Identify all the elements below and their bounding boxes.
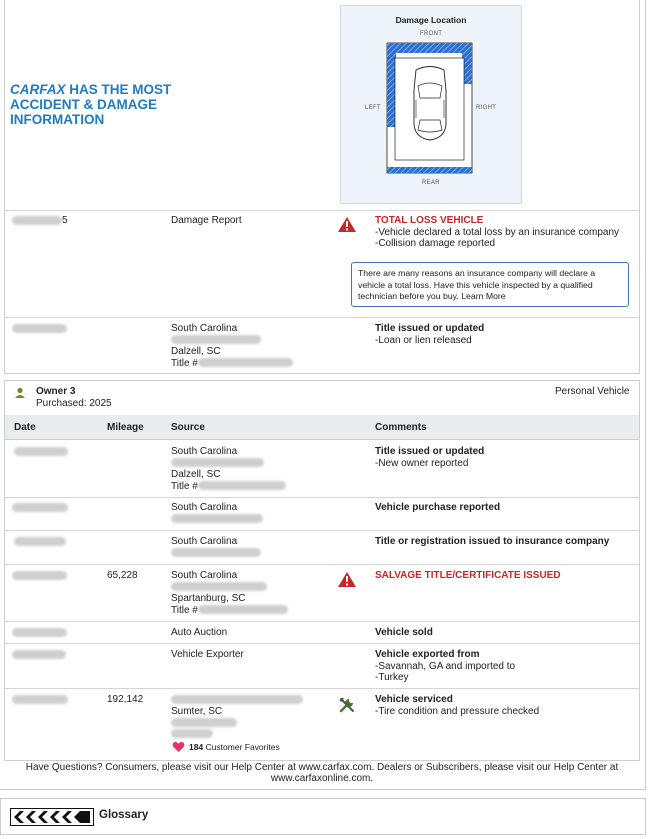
table-row-source: South Carolina Spartanburg, SC Title # (171, 570, 288, 616)
damage-left-label: LEFT (365, 105, 381, 111)
table-row-date (12, 502, 68, 514)
owner-vehicle-type: Personal Vehicle (555, 386, 630, 397)
carfax-logo-icon (10, 808, 94, 826)
help-center-text: Have Questions? Consumers, please visit our Help Center at www.carfax.com. Dealers or Subscribers, please visit our Help Center at www.carfaxonline.com. (25, 762, 619, 784)
table-row-date (12, 627, 67, 639)
comment-line: -Vehicle declared a total loss by an insurance company (375, 226, 620, 238)
total-loss-note (351, 262, 629, 307)
table-row-date (14, 446, 68, 458)
owner-person-icon (14, 387, 26, 399)
salvage-headline: SALVAGE TITLE/CERTIFICATE ISSUED (375, 570, 561, 581)
total-loss-headline: TOTAL LOSS VEHICLE (375, 215, 484, 226)
table-row-source: South Carolina Dalzell, SC Title # (171, 446, 286, 492)
record-comments: Title issued or updated -Loan or lien released (375, 323, 485, 346)
damage-front-label: FRONT (420, 31, 443, 37)
service-tools-icon (338, 696, 356, 714)
table-row-source: Auto Auction (171, 627, 228, 638)
alert-icon (337, 571, 357, 589)
record-date: 5 (12, 215, 68, 227)
glossary-section[interactable] (0, 798, 646, 835)
table-header (5, 415, 639, 440)
table-row-comments: Vehicle serviced -Tire condition and pressure checked (375, 694, 540, 717)
table-row-date (12, 649, 66, 661)
col-comments: Comments (375, 422, 427, 433)
damage-location-diagram (340, 5, 522, 204)
table-row-comments: Vehicle purchase reported (375, 502, 501, 513)
alert-icon (337, 216, 357, 234)
table-row-date (12, 694, 68, 706)
owner-name: Owner 3 (36, 386, 76, 397)
carfax-promo (10, 82, 210, 127)
owner-purchased: Purchased: 2025 (36, 398, 112, 409)
record-date (12, 323, 67, 335)
table-row-date (14, 536, 66, 548)
col-source: Source (171, 422, 205, 433)
glossary-title: Glossary (99, 809, 149, 821)
table-row-source: South Carolina (171, 536, 261, 559)
table-row-comments: Vehicle exported from -Savannah, GA and imported to -Turkey (375, 649, 516, 683)
learn-more-link[interactable]: Learn More (461, 291, 506, 301)
promo-text: HAS THE MOST ACCIDENT & DAMAGE INFORMATION (10, 82, 172, 127)
table-row-date (12, 570, 67, 582)
table-row-source: South Carolina (171, 502, 263, 525)
note-text: There are many reasons an insurance company will declare a vehicle a total loss. Have this vehicle inspected by a qualified technician before you buy. (358, 268, 596, 301)
col-mileage: Mileage (107, 422, 144, 433)
table-row-comments: Vehicle sold (375, 627, 433, 638)
record-comments (375, 215, 619, 250)
carfax-logo-text: CARFAX (10, 82, 66, 97)
table-row-mileage: 65,228 (107, 570, 138, 581)
record-source: South Carolina Dalzell, SC Title # (171, 323, 293, 369)
table-row-source: Vehicle Exporter (171, 649, 244, 660)
table-row-source: Sumter, SC (171, 694, 303, 740)
damage-rear-label: REAR (422, 180, 440, 186)
customer-favorites: 184 Customer Favorites (189, 742, 280, 752)
car-damage-icon (341, 6, 523, 205)
table-row-comments: Title issued or updated -New owner reported (375, 446, 485, 469)
col-date: Date (14, 422, 36, 433)
damage-right-label: RIGHT (476, 105, 497, 111)
comment-line: -Collision damage reported (375, 238, 496, 249)
table-row-mileage: 192,142 (107, 694, 144, 705)
table-row-comments: Title or registration issued to insurance company (375, 536, 610, 547)
damage-location-title: Damage Location (395, 15, 467, 25)
heart-icon (172, 741, 185, 753)
record-source: Damage Report (171, 215, 242, 226)
